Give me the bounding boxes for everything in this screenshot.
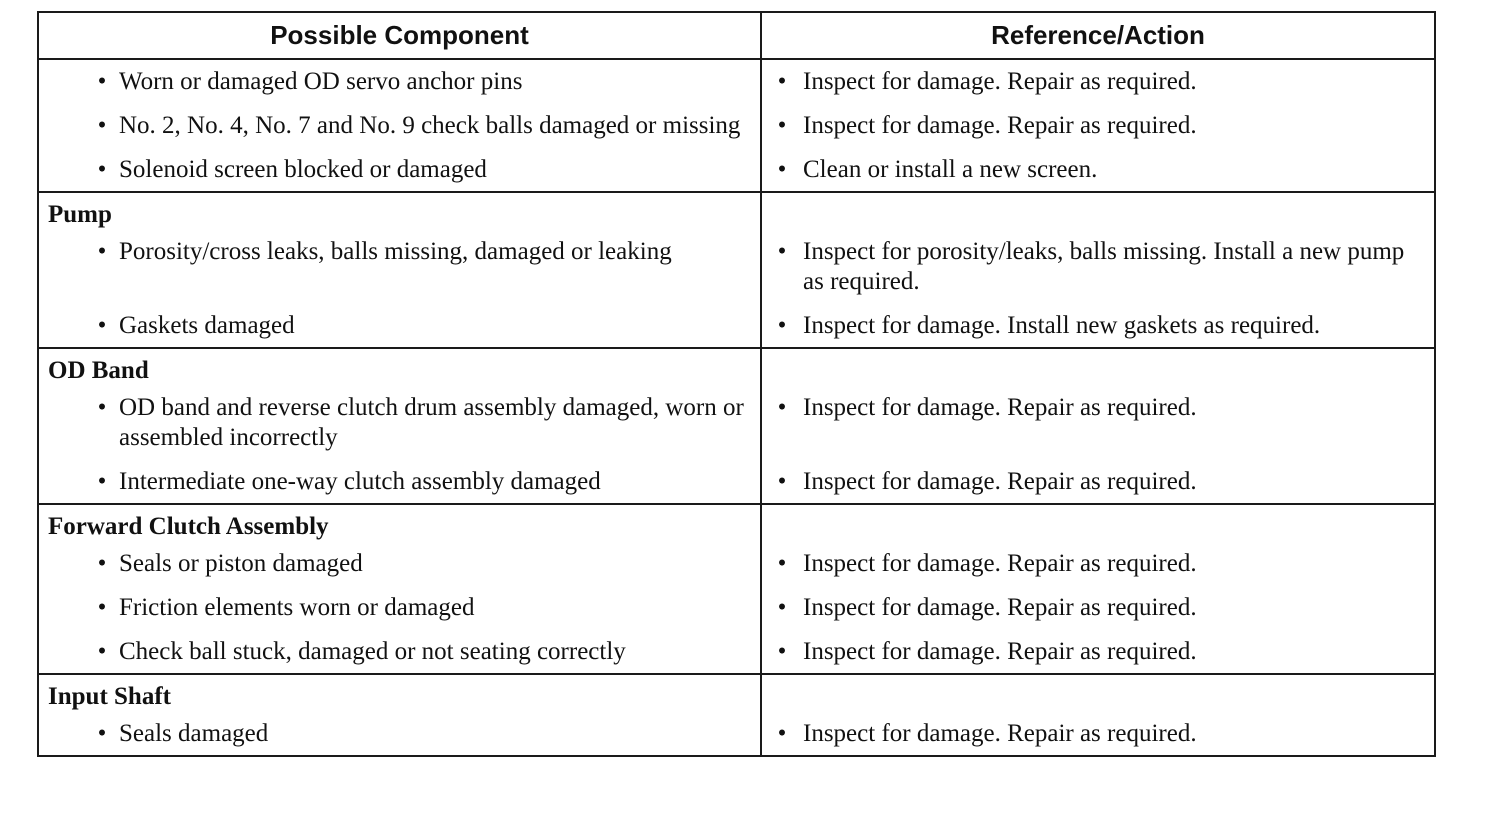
table-section	[39, 60, 1434, 193]
component-text: Friction elements worn or damaged	[119, 594, 475, 621]
action-text: Inspect for damage. Repair as required.	[803, 550, 1197, 577]
action-item	[762, 467, 1434, 497]
component-cell	[39, 505, 762, 673]
component-text: Worn or damaged OD servo anchor pins	[119, 68, 523, 95]
bullet-icon: •	[97, 394, 107, 421]
bullet-icon: •	[97, 312, 107, 339]
action-item	[762, 111, 1434, 141]
table-header-row	[39, 13, 1434, 60]
component-item	[39, 237, 760, 297]
bullet-icon: •	[97, 238, 107, 265]
action-text: Inspect for damage. Repair as required.	[803, 112, 1197, 139]
action-cell	[762, 349, 1434, 503]
section-title: OD Band	[48, 357, 149, 384]
table-section	[39, 675, 1434, 755]
component-item	[39, 549, 760, 579]
section-title: Input Shaft	[48, 683, 171, 710]
action-item	[762, 719, 1434, 749]
component-item	[39, 155, 760, 185]
action-text: Inspect for damage. Repair as required.	[803, 720, 1197, 747]
bullet-icon: •	[777, 468, 787, 495]
bullet-icon: •	[97, 112, 107, 139]
action-item	[762, 593, 1434, 623]
action-text: Inspect for porosity/leaks, balls missing. Install a new pump as required.	[803, 238, 1405, 295]
diagnosis-table	[37, 11, 1436, 757]
component-text: Seals damaged	[119, 720, 269, 747]
component-item	[39, 67, 760, 97]
bullet-icon: •	[97, 638, 107, 665]
action-cell	[762, 505, 1434, 673]
action-item	[762, 67, 1434, 97]
action-item	[762, 311, 1434, 341]
action-item	[762, 549, 1434, 579]
action-item	[762, 155, 1434, 185]
component-item	[39, 637, 760, 667]
action-text: Inspect for damage. Repair as required.	[803, 68, 1197, 95]
bullet-icon: •	[777, 720, 787, 747]
component-item	[39, 593, 760, 623]
component-item	[39, 311, 760, 341]
bullet-icon: •	[97, 468, 107, 495]
component-text: Gaskets damaged	[119, 312, 295, 339]
bullet-icon: •	[97, 720, 107, 747]
action-item	[762, 393, 1434, 453]
action-text: Inspect for damage. Repair as required.	[803, 638, 1197, 665]
component-text: OD band and reverse clutch drum assembly damaged, worn or assembled incorrectly	[119, 394, 744, 451]
component-item	[39, 467, 760, 497]
bullet-icon: •	[97, 594, 107, 621]
table-section	[39, 505, 1434, 675]
section-title: Pump	[48, 201, 112, 228]
bullet-icon: •	[777, 238, 787, 265]
bullet-icon: •	[777, 112, 787, 139]
component-item	[39, 111, 760, 141]
action-cell	[762, 193, 1434, 347]
bullet-icon: •	[777, 638, 787, 665]
bullet-icon: •	[777, 594, 787, 621]
bullet-icon: •	[777, 394, 787, 421]
component-text: Check ball stuck, damaged or not seating correctly	[119, 638, 626, 665]
table-section	[39, 193, 1434, 349]
bullet-icon: •	[777, 156, 787, 183]
bullet-icon: •	[777, 68, 787, 95]
action-cell	[762, 60, 1434, 191]
action-text: Clean or install a new screen.	[803, 156, 1098, 183]
component-item	[39, 393, 760, 453]
action-text: Inspect for damage. Repair as required.	[803, 394, 1197, 421]
action-text: Inspect for damage. Install new gaskets as required.	[803, 312, 1321, 339]
bullet-icon: •	[97, 550, 107, 577]
action-cell	[762, 675, 1434, 755]
header-possible-component: Possible Component	[39, 13, 762, 58]
action-text: Inspect for damage. Repair as required.	[803, 468, 1197, 495]
component-text: Seals or piston damaged	[119, 550, 363, 577]
bullet-icon: •	[777, 312, 787, 339]
component-text: Intermediate one-way clutch assembly damaged	[119, 468, 601, 495]
component-text: No. 2, No. 4, No. 7 and No. 9 check balls damaged or missing	[119, 112, 741, 139]
header-reference-action: Reference/Action	[991, 20, 1205, 50]
section-title: Forward Clutch Assembly	[48, 513, 329, 540]
component-cell	[39, 675, 762, 755]
bullet-icon: •	[97, 68, 107, 95]
component-text: Porosity/cross leaks, balls missing, damaged or leaking	[119, 238, 672, 265]
component-item	[39, 719, 760, 749]
table-body	[39, 60, 1434, 755]
action-text: Inspect for damage. Repair as required.	[803, 594, 1197, 621]
component-cell	[39, 349, 762, 503]
action-item	[762, 237, 1434, 297]
table-section	[39, 349, 1434, 505]
bullet-icon: •	[97, 156, 107, 183]
component-cell	[39, 193, 762, 347]
action-item	[762, 637, 1434, 667]
component-text: Solenoid screen blocked or damaged	[119, 156, 487, 183]
component-cell	[39, 60, 762, 191]
bullet-icon: •	[777, 550, 787, 577]
